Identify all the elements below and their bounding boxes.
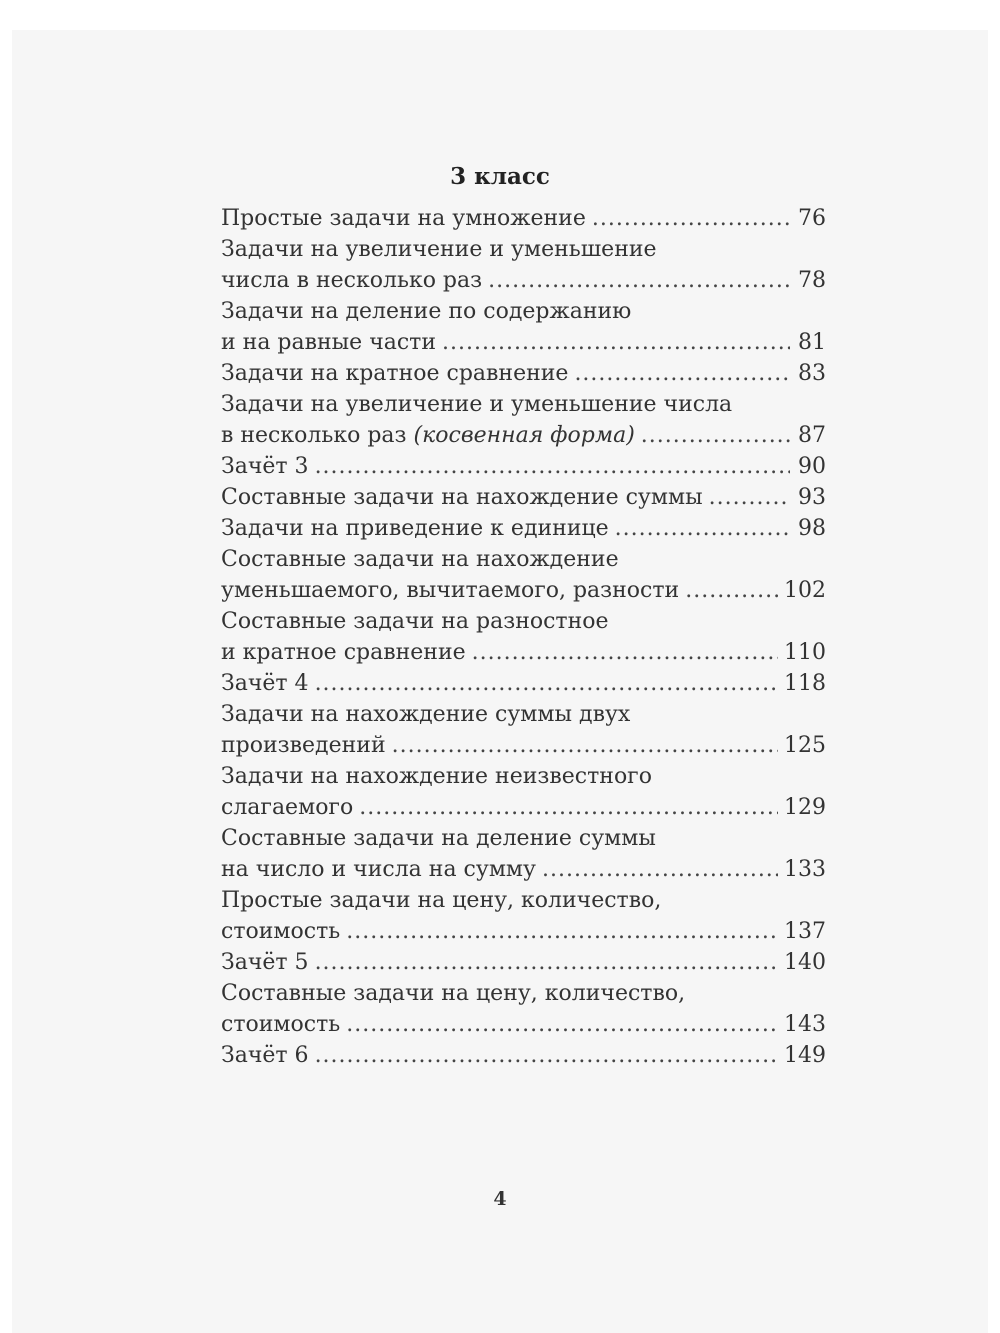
toc-page-number: 149: [784, 1043, 826, 1068]
toc-page-number: 87: [798, 423, 826, 448]
toc-page-number: 110: [784, 640, 826, 665]
toc-entry: [221, 513, 826, 544]
toc-page-number: 78: [798, 268, 826, 293]
toc-page-number: 125: [784, 733, 826, 758]
toc-entry: [221, 761, 826, 823]
toc-entry-title: Задачи на кратное сравнение: [221, 361, 569, 386]
toc-entry-title: произведений: [221, 733, 386, 758]
toc-entry-title: стоимость: [221, 919, 341, 944]
toc-page-number: 102: [784, 578, 826, 603]
toc-entry: [221, 482, 826, 513]
toc-entry-title: Зачёт 4: [221, 671, 309, 696]
page-number: 4: [493, 1188, 507, 1210]
dot-leader: [709, 482, 790, 513]
dot-leader: [542, 854, 778, 885]
toc-page-number: 76: [798, 206, 826, 231]
toc-page-number: 137: [784, 919, 826, 944]
toc-entry-title: числа в несколько раз: [221, 268, 483, 293]
toc-entry-title: слагаемого: [221, 795, 354, 820]
dot-leader: [346, 916, 778, 947]
toc-page-number: 140: [784, 950, 826, 975]
toc-entry-title: стоимость: [221, 1012, 341, 1037]
dot-leader: [592, 203, 790, 234]
toc-entry: [221, 823, 826, 885]
toc-entry-title-line: Простые задачи на цену, количество,: [221, 888, 662, 913]
toc-page-number: 90: [798, 454, 826, 479]
toc-entry-title-line: Задачи на увеличение и уменьшение: [221, 237, 657, 262]
dot-leader: [346, 1009, 778, 1040]
toc-entry-title-line: Задачи на деление по содержанию: [221, 299, 632, 324]
dot-leader: [315, 947, 778, 978]
toc-entry: [221, 885, 826, 947]
toc-entry-title: Зачёт 6: [221, 1043, 309, 1068]
dot-leader: [315, 668, 778, 699]
table-of-contents: [221, 203, 826, 1071]
toc-page-number: 98: [798, 516, 826, 541]
toc-entry: [221, 451, 826, 482]
toc-entry: [221, 606, 826, 668]
toc-entry-title: уменьшаемого, вычитаемого, разности: [221, 578, 680, 603]
toc-entry: [221, 234, 826, 296]
dot-leader: [315, 1040, 778, 1071]
toc-entry-title: Задачи на приведение к единице: [221, 516, 609, 541]
dot-leader: [359, 792, 778, 823]
dot-leader: [315, 451, 790, 482]
toc-entry-title: Зачёт 5: [221, 950, 309, 975]
toc-entry-title-line: Составные задачи на деление суммы: [221, 826, 656, 851]
toc-entry-title-line: Задачи на нахождение суммы двух: [221, 702, 631, 727]
toc-page-number: 118: [784, 671, 826, 696]
toc-entry-title-line: Составные задачи на цену, количество,: [221, 981, 686, 1006]
toc-entry-title-line: Задачи на увеличение и уменьшение числа: [221, 392, 733, 417]
toc-page-number: 81: [798, 330, 826, 355]
dot-leader: [392, 730, 778, 761]
toc-entry: [221, 544, 826, 606]
toc-entry: [221, 389, 826, 451]
toc-page-number: 143: [784, 1012, 826, 1037]
dot-leader: [442, 327, 790, 358]
toc-page-number: 133: [784, 857, 826, 882]
toc-entry-title: Составные задачи на нахождение суммы: [221, 485, 703, 510]
dot-leader: [472, 637, 778, 668]
toc-page-number: 83: [798, 361, 826, 386]
toc-entry-title: Простые задачи на умножение: [221, 206, 586, 231]
dot-leader: [488, 265, 790, 296]
dot-leader: [641, 420, 790, 451]
toc-entry-title-line: Задачи на нахождение неизвестного: [221, 764, 652, 789]
toc-entry: [221, 978, 826, 1040]
toc-entry: [221, 668, 826, 699]
toc-entry-title-line: Составные задачи на нахождение: [221, 547, 619, 572]
toc-entry: [221, 947, 826, 978]
toc-entry-title: и кратное сравнение: [221, 640, 466, 665]
toc-entry: [221, 358, 826, 389]
section-heading: 3 класс: [450, 163, 550, 190]
dot-leader: [615, 513, 790, 544]
toc-entry: [221, 203, 826, 234]
toc-entry-title: Зачёт 3: [221, 454, 309, 479]
toc-entry-title: на число и числа на сумму: [221, 857, 536, 882]
dot-leader: [685, 575, 778, 606]
toc-entry: [221, 1040, 826, 1071]
toc-entry: [221, 699, 826, 761]
toc-entry-italic-note: (косвенная форма): [413, 423, 635, 448]
toc-entry-title-line: Составные задачи на разностное: [221, 609, 609, 634]
toc-page-number: 93: [798, 485, 826, 510]
dot-leader: [574, 358, 790, 389]
toc-entry: [221, 296, 826, 358]
toc-entry-title: в несколько раз: [221, 423, 407, 448]
toc-entry-title: и на равные части: [221, 330, 437, 355]
toc-page-number: 129: [784, 795, 826, 820]
